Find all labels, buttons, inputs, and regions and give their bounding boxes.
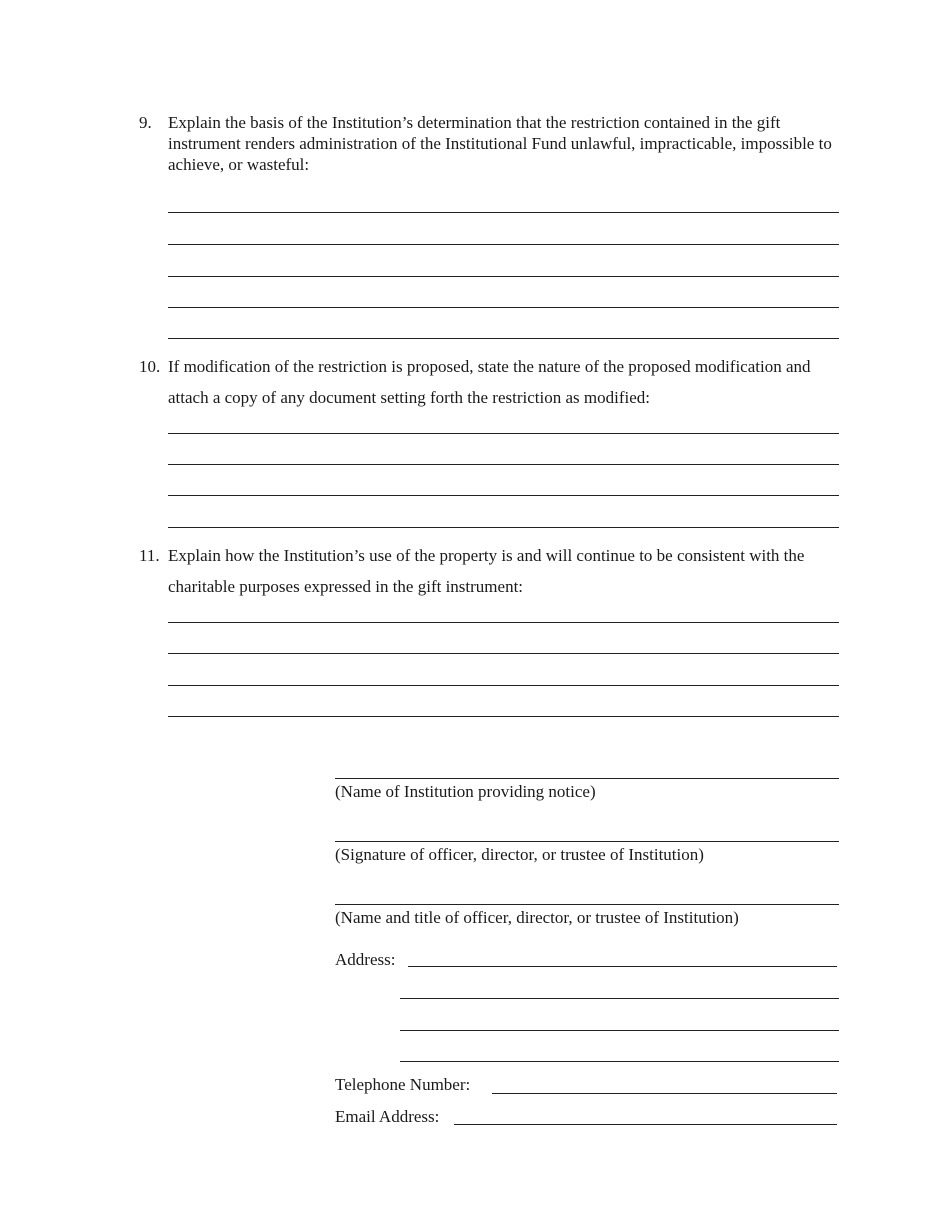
email-label: Email Address: bbox=[335, 1107, 440, 1126]
signature-line[interactable] bbox=[335, 841, 839, 842]
address-line-2[interactable] bbox=[400, 998, 839, 999]
answer-line-q9-4[interactable] bbox=[168, 307, 839, 308]
answer-line-q11-4[interactable] bbox=[168, 716, 839, 717]
question-number: 9. bbox=[139, 113, 152, 132]
institution-name-line[interactable] bbox=[335, 778, 839, 779]
address-line-4[interactable] bbox=[400, 1061, 839, 1062]
answer-line-q9-3[interactable] bbox=[168, 276, 839, 277]
answer-line-q10-1[interactable] bbox=[168, 433, 839, 434]
address-label: Address: bbox=[335, 950, 396, 969]
answer-line-q9-5[interactable] bbox=[168, 338, 839, 339]
question-number: 10. bbox=[139, 357, 161, 376]
name-title-caption: (Name and title of officer, director, or trustee of Institution) bbox=[335, 908, 739, 927]
answer-line-q10-4[interactable] bbox=[168, 527, 839, 528]
answer-line-q11-3[interactable] bbox=[168, 685, 839, 686]
address-line-3[interactable] bbox=[400, 1030, 839, 1031]
telephone-line[interactable] bbox=[492, 1093, 837, 1094]
question-text: Explain how the Institution’s use of the property is and will continue to be consistent with the charitable purposes expressed in the gift instrument: bbox=[168, 546, 805, 596]
question-number: 11. bbox=[139, 546, 160, 565]
answer-line-q9-2[interactable] bbox=[168, 244, 839, 245]
signature-caption: (Signature of officer, director, or trustee of Institution) bbox=[335, 845, 704, 864]
answer-line-q10-3[interactable] bbox=[168, 495, 839, 496]
answer-line-q9-1[interactable] bbox=[168, 212, 839, 213]
institution-name-caption: (Name of Institution providing notice) bbox=[335, 782, 596, 801]
address-line-1[interactable] bbox=[408, 966, 837, 967]
question-text: If modification of the restriction is proposed, state the nature of the proposed modification and attach a copy of any document setting forth the restriction as modified: bbox=[168, 357, 811, 407]
email-line[interactable] bbox=[454, 1124, 837, 1125]
question-text: Explain the basis of the Institution’s determination that the restriction contained in the gift instrument renders administration of the Institutional Fund unlawful, impracticable, impossible to achieve, or wasteful: bbox=[168, 113, 832, 174]
telephone-label: Telephone Number: bbox=[335, 1075, 471, 1094]
answer-line-q10-2[interactable] bbox=[168, 464, 839, 465]
answer-line-q11-1[interactable] bbox=[168, 622, 839, 623]
answer-line-q11-2[interactable] bbox=[168, 653, 839, 654]
name-title-line[interactable] bbox=[335, 904, 839, 905]
